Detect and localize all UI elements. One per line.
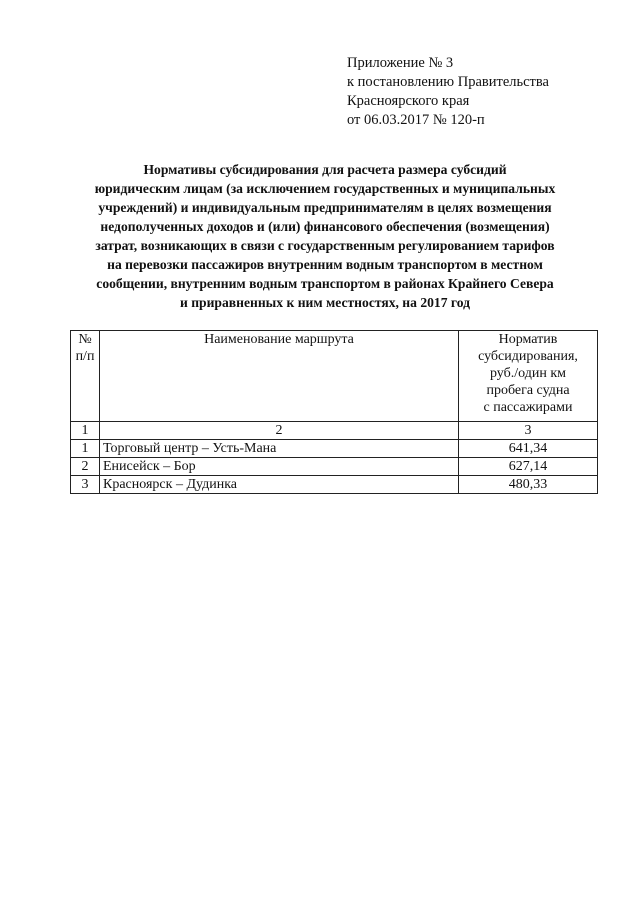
- header-norm-line: Норматив: [498, 332, 558, 347]
- row-number: 2: [71, 458, 100, 476]
- header-norm-line: субсидирования,: [478, 349, 578, 364]
- appendix-date-number: от 06.03.2017 № 120-п: [347, 112, 485, 128]
- title-line: и приравненных к ним местностях, на 2017 год: [179, 295, 471, 310]
- appendix-number: Приложение № 3: [347, 55, 454, 71]
- route-name: Торговый центр – Усть-Мана: [100, 440, 459, 458]
- header-number-abbr: п/п: [75, 349, 95, 364]
- table-row: [71, 440, 598, 458]
- header-number-symbol: №: [78, 332, 92, 347]
- title-line: учреждений) и индивидуальным предпринимателям в целях возмещения: [98, 200, 552, 215]
- row-number: 3: [71, 476, 100, 494]
- appendix-header: [347, 54, 549, 130]
- header-norm-line: руб./один км: [489, 366, 566, 381]
- title-line: Нормативы субсидирования для расчета размера субсидий: [143, 162, 507, 177]
- document-title: [60, 160, 590, 312]
- title-line: недополученных доходов и (или) финансового обеспечения (возмещения): [100, 219, 550, 234]
- table-row: [71, 458, 598, 476]
- title-line: сообщении, внутренним водным транспортом в районах Крайнего Севера: [96, 276, 554, 291]
- route-norm: 480,33: [459, 476, 598, 494]
- header-norm-line: пробега судна: [486, 383, 570, 398]
- header-norm-line: с пассажирами: [483, 400, 573, 415]
- title-line: на перевозки пассажиров внутренним водным транспортом в местном: [107, 257, 543, 272]
- header-route-name: Наименование маршрута: [100, 331, 459, 422]
- title-line: затрат, возникающих в связи с государственным регулированием тарифов: [95, 238, 555, 253]
- title-line: юридическим лицам (за исключением государственных и муниципальных: [94, 181, 556, 196]
- table-row: [71, 476, 598, 494]
- route-name: Красноярск – Дудинка: [100, 476, 459, 494]
- column-index: 2: [100, 422, 459, 440]
- header-norm: [459, 331, 598, 422]
- routes-table: [70, 330, 598, 494]
- appendix-resolution-ref: к постановлению Правительства: [347, 74, 549, 90]
- column-index-row: [71, 422, 598, 440]
- appendix-region: Красноярского края: [347, 93, 470, 109]
- table-header-row: [71, 331, 598, 422]
- column-index: 1: [71, 422, 100, 440]
- route-norm: 627,14: [459, 458, 598, 476]
- header-number: [71, 331, 100, 422]
- route-name: Енисейск – Бор: [100, 458, 459, 476]
- column-index: 3: [459, 422, 598, 440]
- route-norm: 641,34: [459, 440, 598, 458]
- row-number: 1: [71, 440, 100, 458]
